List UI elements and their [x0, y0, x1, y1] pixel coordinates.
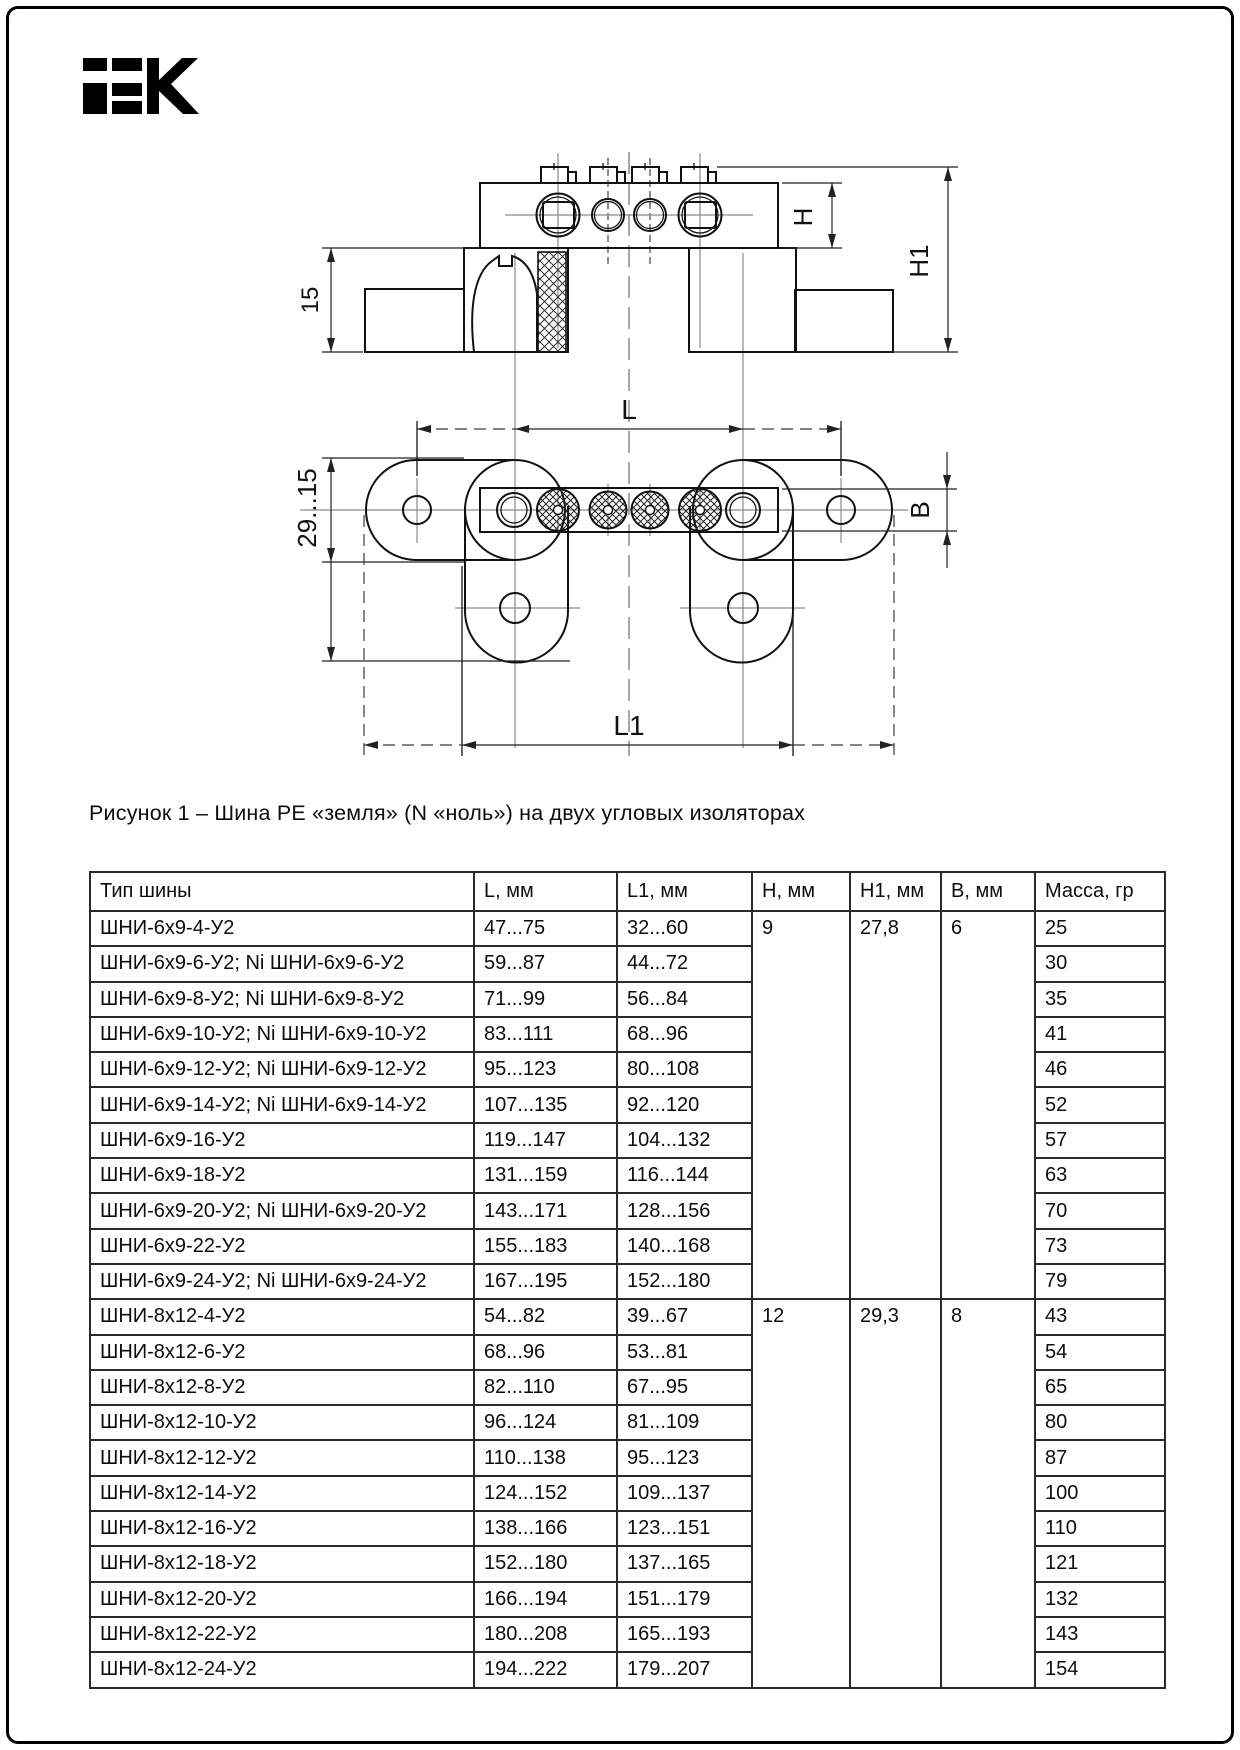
cell-mass: 143 — [1035, 1617, 1165, 1652]
dim-label-15: 15 — [297, 286, 324, 314]
cell-l: 119...147 — [474, 1123, 617, 1158]
cell-l: 95...123 — [474, 1052, 617, 1087]
cell-mass: 63 — [1035, 1158, 1165, 1193]
cell-l: 194...222 — [474, 1652, 617, 1687]
cell-bus-type: ШНИ-8x12-22-У2 — [90, 1617, 474, 1652]
cell-l1: 179...207 — [617, 1652, 752, 1687]
cell-l1: 128...156 — [617, 1193, 752, 1228]
cell-h: 9 — [752, 911, 850, 1299]
cell-mass: 25 — [1035, 911, 1165, 946]
centerlines — [300, 152, 908, 756]
cell-mass: 154 — [1035, 1652, 1165, 1687]
cell-l: 124...152 — [474, 1476, 617, 1511]
cell-bus-type: ШНИ-6x9-6-У2; Ni ШНИ-6x9-6-У2 — [90, 946, 474, 981]
cell-l: 107...135 — [474, 1087, 617, 1122]
cell-l1: 53...81 — [617, 1335, 752, 1370]
cell-bus-type: ШНИ-8x12-16-У2 — [90, 1511, 474, 1546]
cell-mass: 43 — [1035, 1299, 1165, 1334]
cell-bus-type: ШНИ-6x9-10-У2; Ni ШНИ-6x9-10-У2 — [90, 1017, 474, 1052]
cell-l: 59...87 — [474, 946, 617, 981]
cell-bus-type: ШНИ-8x12-20-У2 — [90, 1582, 474, 1617]
dim-15 — [297, 248, 478, 352]
cell-l: 96...124 — [474, 1405, 617, 1440]
header-h: H, мм — [752, 872, 850, 911]
cell-mass: 30 — [1035, 946, 1165, 981]
cell-l1: 80...108 — [617, 1052, 752, 1087]
cell-l1: 151...179 — [617, 1582, 752, 1617]
dim-label-29-15: 29...15 — [292, 468, 322, 548]
header-l: L, мм — [474, 872, 617, 911]
cell-bus-type: ШНИ-8x12-8-У2 — [90, 1370, 474, 1405]
cell-l: 68...96 — [474, 1335, 617, 1370]
table-row — [90, 911, 1165, 946]
dim-label-b: B — [905, 501, 935, 519]
cell-mass: 100 — [1035, 1476, 1165, 1511]
cell-l1: 56...84 — [617, 982, 752, 1017]
cell-l1: 81...109 — [617, 1405, 752, 1440]
cell-l1: 152...180 — [617, 1264, 752, 1299]
cell-l: 166...194 — [474, 1582, 617, 1617]
cell-mass: 110 — [1035, 1511, 1165, 1546]
cell-l: 152...180 — [474, 1546, 617, 1581]
cell-l1: 67...95 — [617, 1370, 752, 1405]
spec-table-body — [90, 911, 1165, 1688]
cell-bus-type: ШНИ-6x9-18-У2 — [90, 1158, 474, 1193]
mounting-block-left — [365, 289, 464, 352]
cell-bus-type: ШНИ-6x9-14-У2; Ni ШНИ-6x9-14-У2 — [90, 1087, 474, 1122]
spec-table — [89, 871, 1166, 1689]
cell-l: 71...99 — [474, 982, 617, 1017]
cell-mass: 54 — [1035, 1335, 1165, 1370]
dim-label-h1: H1 — [904, 244, 934, 278]
cell-mass: 46 — [1035, 1052, 1165, 1087]
cell-bus-type: ШНИ-6x9-12-У2; Ni ШНИ-6x9-12-У2 — [90, 1052, 474, 1087]
cell-mass: 80 — [1035, 1405, 1165, 1440]
cell-l: 143...171 — [474, 1193, 617, 1228]
header-l1: L1, мм — [617, 872, 752, 911]
cell-mass: 35 — [1035, 982, 1165, 1017]
cell-bus-type: ШНИ-6x9-4-У2 — [90, 911, 474, 946]
cell-mass: 65 — [1035, 1370, 1165, 1405]
cell-l: 110...138 — [474, 1440, 617, 1475]
cell-l: 83...111 — [474, 1017, 617, 1052]
cell-l1: 137...165 — [617, 1546, 752, 1581]
cell-l: 138...166 — [474, 1511, 617, 1546]
figure-caption: Рисунок 1 – Шина PE «земля» (N «ноль») на двух угловых изоляторах — [89, 801, 806, 825]
cell-l1: 32...60 — [617, 911, 752, 946]
table-header-row — [90, 872, 1165, 911]
cell-h1: 29,3 — [850, 1299, 941, 1687]
cell-l1: 109...137 — [617, 1476, 752, 1511]
cell-mass: 121 — [1035, 1546, 1165, 1581]
cell-l1: 165...193 — [617, 1617, 752, 1652]
top-view — [292, 394, 957, 756]
cell-h1: 27,8 — [850, 911, 941, 1299]
cell-mass: 73 — [1035, 1229, 1165, 1264]
header-type: Тип шины — [90, 872, 474, 911]
cell-l: 180...208 — [474, 1617, 617, 1652]
header-mass: Масса, гр — [1035, 872, 1165, 911]
cell-bus-type: ШНИ-8x12-24-У2 — [90, 1652, 474, 1687]
cell-mass: 132 — [1035, 1582, 1165, 1617]
cell-l: 47...75 — [474, 911, 617, 946]
cell-bus-type: ШНИ-6x9-8-У2; Ni ШНИ-6x9-8-У2 — [90, 982, 474, 1017]
cell-bus-type: ШНИ-8x12-18-У2 — [90, 1546, 474, 1581]
cell-mass: 41 — [1035, 1017, 1165, 1052]
insulator-section — [472, 252, 566, 352]
cell-mass: 57 — [1035, 1123, 1165, 1158]
cell-bus-type: ШНИ-6x9-22-У2 — [90, 1229, 474, 1264]
cell-bus-type: ШНИ-8x12-4-У2 — [90, 1299, 474, 1334]
cell-mass: 87 — [1035, 1440, 1165, 1475]
cell-l1: 39...67 — [617, 1299, 752, 1334]
cell-bus-type: ШНИ-6x9-20-У2; Ni ШНИ-6x9-20-У2 — [90, 1193, 474, 1228]
cell-bus-type: ШНИ-8x12-14-У2 — [90, 1476, 474, 1511]
cell-mass: 79 — [1035, 1264, 1165, 1299]
cell-l1: 44...72 — [617, 946, 752, 981]
cell-l: 167...195 — [474, 1264, 617, 1299]
cell-bus-type: ШНИ-8x12-12-У2 — [90, 1440, 474, 1475]
front-view — [297, 163, 958, 352]
dim-label-l1: L1 — [613, 710, 645, 741]
cell-l1: 95...123 — [617, 1440, 752, 1475]
cell-l1: 140...168 — [617, 1229, 752, 1264]
dim-h1 — [717, 167, 958, 352]
dim-h — [782, 183, 842, 248]
cell-l1: 92...120 — [617, 1087, 752, 1122]
cell-b: 6 — [941, 911, 1035, 1299]
cell-b: 8 — [941, 1299, 1035, 1687]
header-h1: H1, мм — [850, 872, 941, 911]
cell-l1: 68...96 — [617, 1017, 752, 1052]
mounting-block-right — [795, 290, 893, 352]
cell-l1: 123...151 — [617, 1511, 752, 1546]
table-row — [90, 1299, 1165, 1334]
cell-l1: 116...144 — [617, 1158, 752, 1193]
cell-bus-type: ШНИ-6x9-16-У2 — [90, 1123, 474, 1158]
figure-drawing — [0, 0, 1240, 770]
header-b: В, мм — [941, 872, 1035, 911]
cell-l: 54...82 — [474, 1299, 617, 1334]
cell-mass: 52 — [1035, 1087, 1165, 1122]
cell-l: 131...159 — [474, 1158, 617, 1193]
dim-label-l: L — [621, 394, 637, 425]
cell-l: 82...110 — [474, 1370, 617, 1405]
cell-l: 155...183 — [474, 1229, 617, 1264]
cell-h: 12 — [752, 1299, 850, 1687]
cell-bus-type: ШНИ-8x12-10-У2 — [90, 1405, 474, 1440]
cell-bus-type: ШНИ-8x12-6-У2 — [90, 1335, 474, 1370]
cell-l1: 104...132 — [617, 1123, 752, 1158]
dim-label-h: H — [788, 207, 818, 227]
cell-bus-type: ШНИ-6x9-24-У2; Ni ШНИ-6x9-24-У2 — [90, 1264, 474, 1299]
cell-mass: 70 — [1035, 1193, 1165, 1228]
